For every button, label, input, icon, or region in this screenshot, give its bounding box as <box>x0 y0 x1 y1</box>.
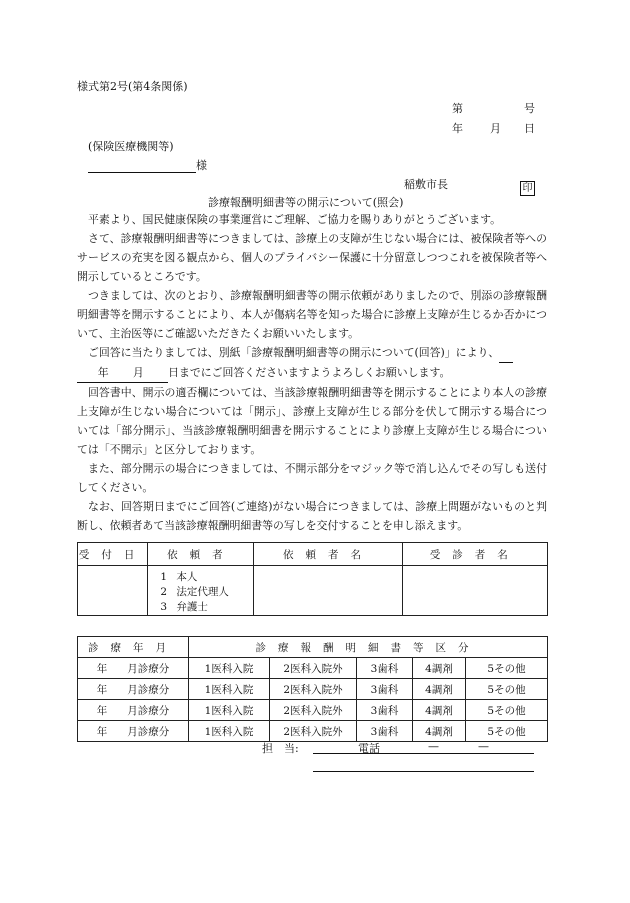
reply-day-tail: 日までにご回答くださいますようよろしくお願いします。 <box>168 366 451 379</box>
col-statement-category: 診療報酬明細書等区分 <box>189 637 548 658</box>
recipient-sama: 様 <box>196 159 207 172</box>
table-row <box>78 679 548 700</box>
cat-medical-outpatient[interactable]: 2医科入院外 <box>270 658 357 679</box>
paragraph-2: さて、診療報酬明細書等につきましては、診療上の支障が生じない場合には、被保険者等へのサービスの充実を図る観点から、個人のプライバシー保護に十分留意しつつこれを被保険者等へ開示しているところです。 <box>77 232 547 283</box>
requester-option[interactable] <box>160 570 253 585</box>
row-month: 月診療分 <box>127 662 170 675</box>
paragraph-3: つきましては、次のとおり、診療報酬明細書等の開示依頼がありましたので、別添の診療報酬明細書等を開示することにより、本人が傷病名等を知った場合に診療上支障が生じるか否かについて、主治医等にご確認いただきたくお願いいたします。 <box>77 289 547 340</box>
cat-dental[interactable]: 3歯科 <box>357 679 413 700</box>
cat-pharmacy[interactable]: 4調剤 <box>413 679 466 700</box>
cat-pharmacy[interactable]: 4調剤 <box>413 721 466 742</box>
col-received-date: 受付日 <box>78 543 148 566</box>
contact-dash-1: — <box>428 740 439 753</box>
recipient-org: (保険医療機関等) <box>88 140 174 153</box>
statement-table-header <box>78 637 548 658</box>
cat-other[interactable]: 5その他 <box>466 700 548 721</box>
paragraph-6: なお、回答期日までにご回答(ご連絡)がない場合につきましては、診療上問題がないものと判断し、依頼者あて当該診療報酬明細書等の写しを交付することを申し添えます。 <box>77 500 547 532</box>
reply-date-line <box>77 363 168 383</box>
row-month: 月診療分 <box>127 725 170 738</box>
row-month: 月診療分 <box>127 683 170 696</box>
cat-pharmacy[interactable]: 4調剤 <box>413 700 466 721</box>
paragraph-reply-cont <box>77 363 547 383</box>
row-year: 年 <box>96 662 108 675</box>
option-label: 弁護士 <box>176 601 208 613</box>
requester-option[interactable] <box>160 585 253 600</box>
treatment-month-cell[interactable] <box>78 679 189 700</box>
seal-char: 印 <box>520 181 535 196</box>
body-text <box>77 210 547 535</box>
contact-line-1 <box>313 753 534 754</box>
row-year: 年 <box>96 683 108 696</box>
doc-number-dai: 第 <box>452 102 463 115</box>
date-day: 日 <box>524 122 535 135</box>
sender-name: 稲敷市長 <box>404 178 448 191</box>
contact-tel-label: 電話 <box>358 742 380 755</box>
recipient-name-line <box>88 172 196 173</box>
doc-number-go: 号 <box>524 102 535 115</box>
paragraph-5: また、部分開示の場合につきましては、不開示部分をマジック等で消し込んでその写しも送付してください。 <box>77 462 547 494</box>
seal-mark <box>520 176 535 196</box>
treatment-month-cell[interactable] <box>78 658 189 679</box>
col-requester: 依頼者 <box>148 543 254 566</box>
cat-other[interactable]: 5その他 <box>466 658 548 679</box>
received-date-cell[interactable] <box>78 566 148 616</box>
cat-dental[interactable]: 3歯科 <box>357 700 413 721</box>
contact-line-2 <box>313 771 534 772</box>
option-label: 本人 <box>176 571 198 583</box>
table-row <box>78 700 548 721</box>
col-patient-name: 受診者名 <box>402 543 547 566</box>
reply-year: 年 <box>97 366 109 379</box>
cat-medical-inpatient[interactable]: 1医科入院 <box>189 679 270 700</box>
treatment-month-cell[interactable] <box>78 700 189 721</box>
requester-cell[interactable] <box>148 566 254 616</box>
reply-blank <box>499 343 513 363</box>
cat-medical-outpatient[interactable]: 2医科入院外 <box>270 700 357 721</box>
cat-medical-inpatient[interactable]: 1医科入院 <box>189 658 270 679</box>
paragraph-4: 回答書中、開示の適否欄については、当該診療報酬明細書等を開示することにより本人の診療上支障が生じない場合については「開示」、診療上支障が生じる部分を伏して開示する場合については「部分開示」、当該診療報酬明細書を開示することにより診療上支障が生じる場合については「不開示」と区分しております。 <box>77 386 547 456</box>
request-table <box>77 542 548 616</box>
cat-dental[interactable]: 3歯科 <box>357 658 413 679</box>
paragraph-reply <box>77 343 547 363</box>
date-month: 月 <box>490 122 501 135</box>
option-num: 3 <box>160 601 168 613</box>
table-row <box>78 658 548 679</box>
cat-medical-inpatient[interactable]: 1医科入院 <box>189 721 270 742</box>
cat-medical-inpatient[interactable]: 1医科入院 <box>189 700 270 721</box>
cat-medical-outpatient[interactable]: 2医科入院外 <box>270 679 357 700</box>
doc-title: 診療報酬明細書等の開示について(照会) <box>208 196 404 209</box>
patient-name-cell[interactable] <box>402 566 547 616</box>
contact-dash-2: — <box>478 740 489 753</box>
reply-month: 月 <box>132 366 144 379</box>
paragraph-1: 平素より、国民健康保険の事業運営にご理解、ご協力を賜りありがとうございます。 <box>88 213 501 226</box>
option-num: 2 <box>160 586 168 598</box>
form-number: 様式第2号(第4条関係) <box>77 80 188 93</box>
cat-other[interactable]: 5その他 <box>466 721 548 742</box>
row-year: 年 <box>96 725 108 738</box>
statement-table <box>77 636 548 742</box>
col-treatment-month: 診療年月 <box>78 637 189 658</box>
option-num: 1 <box>160 571 168 583</box>
cat-other[interactable]: 5その他 <box>466 679 548 700</box>
cat-medical-outpatient[interactable]: 2医科入院外 <box>270 721 357 742</box>
requester-options <box>148 570 253 615</box>
row-month: 月診療分 <box>127 704 170 717</box>
row-year: 年 <box>96 704 108 717</box>
request-table-header <box>78 543 548 566</box>
request-table-row <box>78 566 548 616</box>
reply-lead: ご回答に当たりましては、別紙「診療報酬明細書等の開示について(回答)」により、 <box>88 346 500 359</box>
treatment-month-cell[interactable] <box>78 721 189 742</box>
requester-name-cell[interactable] <box>254 566 402 616</box>
date-year: 年 <box>452 122 463 135</box>
requester-option[interactable] <box>160 600 253 615</box>
contact-tanto-label: 担 当: <box>262 742 299 755</box>
option-label: 法定代理人 <box>176 586 229 598</box>
col-requester-name: 依頼者名 <box>254 543 402 566</box>
table-row <box>78 721 548 742</box>
cat-pharmacy[interactable]: 4調剤 <box>413 658 466 679</box>
cat-dental[interactable]: 3歯科 <box>357 721 413 742</box>
